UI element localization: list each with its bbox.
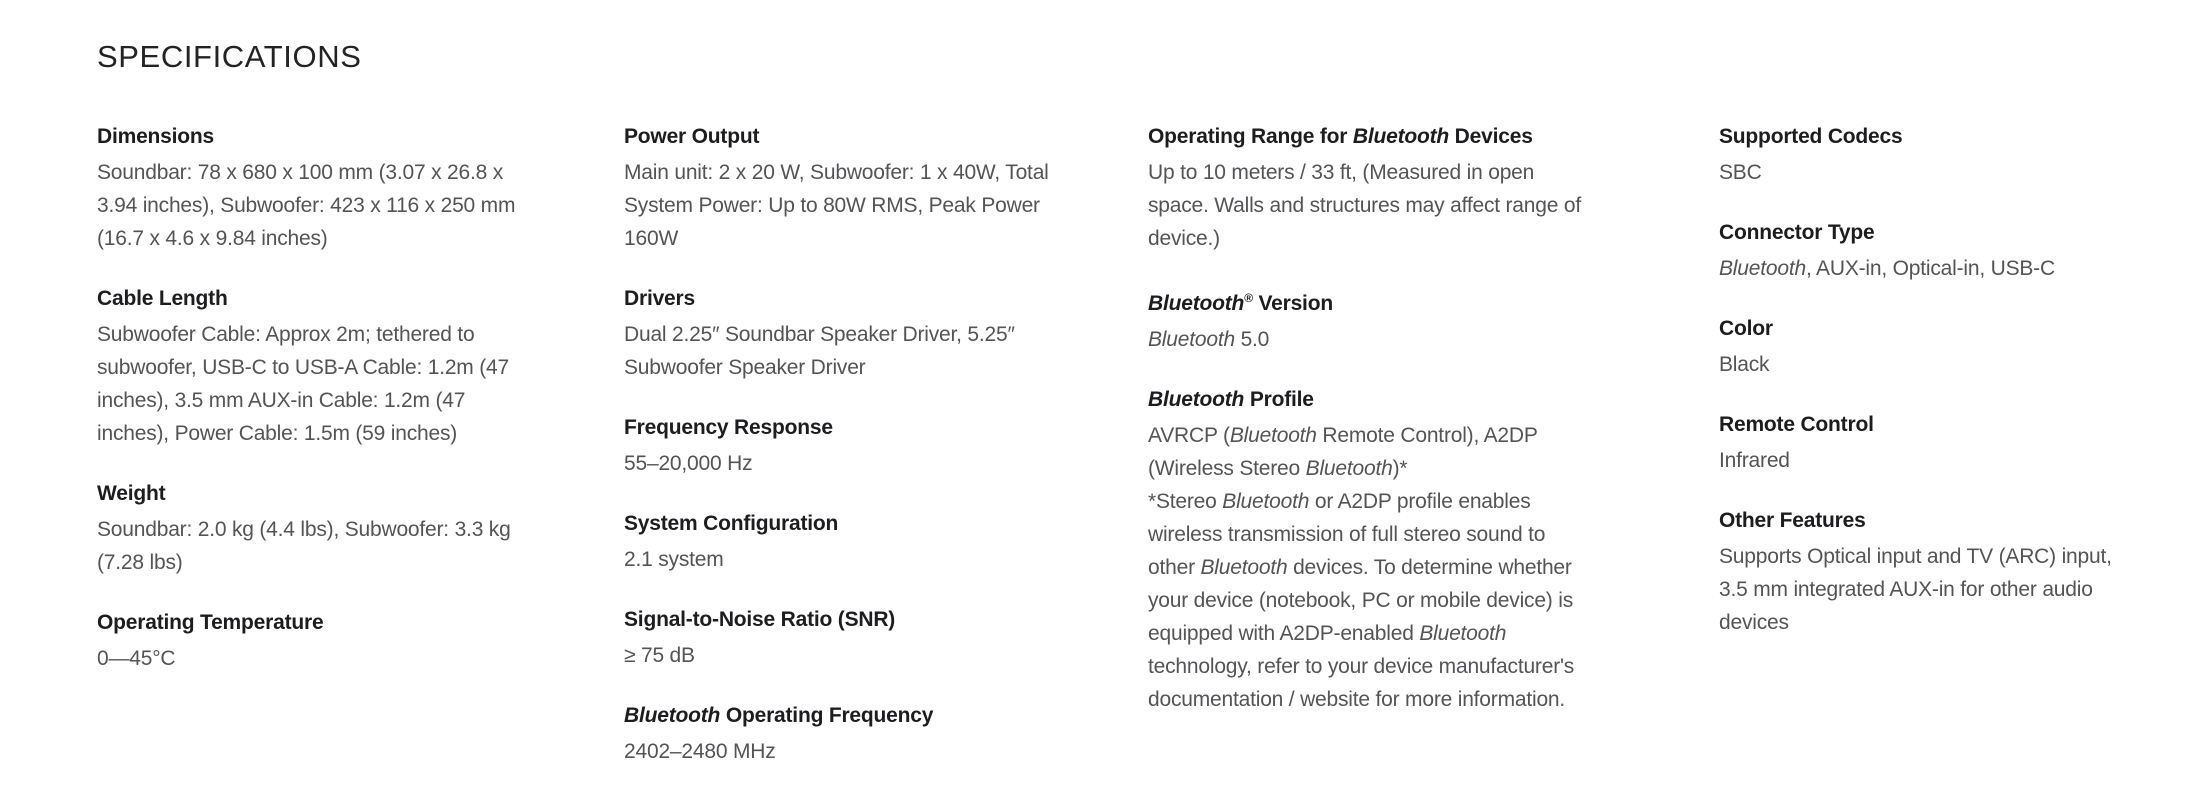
text-segment: Profile: [1244, 388, 1314, 412]
spec-heading: [624, 603, 1062, 636]
spec-section: [624, 507, 1062, 576]
text-segment: , AUX-in, Optical-in, USB-C: [1805, 257, 2055, 281]
text-segment: Supported Codecs: [1719, 125, 1903, 149]
page-title: SPECIFICATIONS: [97, 39, 362, 74]
spec-value: [624, 156, 1062, 255]
text-segment: Infrared: [1719, 449, 1790, 473]
spec-heading: [97, 477, 521, 510]
text-segment: Supports Optical input and TV (ARC) input, 3.5 mm integrated AUX-in for other audio devices: [1719, 545, 2112, 635]
spec-section: [97, 282, 521, 450]
spec-value: [624, 639, 1062, 672]
spec-heading: [624, 282, 1062, 315]
text-segment: devices. To determine whether your device (notebook, PC or mobile device) is equipped with A2DP-enabled: [1148, 556, 1574, 646]
spec-heading: [624, 411, 1062, 444]
spec-section: [624, 411, 1062, 480]
text-segment: ≥ 75 dB: [624, 644, 695, 668]
text-segment: Operating Temperature: [97, 611, 324, 635]
spec-columns: [97, 120, 2200, 795]
spec-section: [1719, 312, 2129, 381]
spec-value: [97, 642, 521, 675]
text-segment: Signal-to-Noise Ratio (SNR): [624, 608, 896, 632]
text-segment: Operating Frequency: [720, 704, 934, 728]
text-segment: Bluetooth: [1148, 328, 1235, 352]
spec-column-2: [624, 120, 1148, 795]
text-segment: )*: [1392, 457, 1408, 481]
spec-heading: [1148, 120, 1586, 153]
spec-heading: [97, 606, 521, 639]
spec-heading: [624, 507, 1062, 540]
spec-heading: [1719, 120, 2129, 153]
text-segment: ®: [1244, 291, 1253, 306]
spec-value: [624, 543, 1062, 576]
text-segment: AVRCP (: [1148, 424, 1230, 448]
spec-heading: [97, 282, 521, 315]
spec-value: [624, 735, 1062, 768]
text-segment: Devices: [1449, 125, 1533, 149]
spec-column-1: [97, 120, 624, 702]
text-segment: Bluetooth: [1222, 490, 1310, 514]
text-segment: *Stereo: [1148, 490, 1223, 514]
spec-section: [1719, 216, 2129, 285]
spec-value: [624, 318, 1062, 384]
text-segment: Subwoofer Cable: Approx 2m; tethered to subwoofer, USB-C to USB-A Cable: 1.2m (47 inches), 3.5 mm AUX-in Cable: 1.2m (47 inches), Power Cable: 1.5m (59 inches): [97, 323, 509, 446]
spec-value: [1148, 323, 1586, 356]
text-segment: technology, refer to your device manufacturer's documentation / website for more information.: [1148, 655, 1575, 712]
text-segment: Bluetooth: [1305, 457, 1393, 481]
spec-value: [1719, 444, 2129, 477]
text-segment: Up to 10 meters / 33 ft, (Measured in open space. Walls and structures may affect range of device.): [1148, 161, 1581, 251]
text-segment: Bluetooth: [1200, 556, 1288, 580]
text-segment: Power Output: [624, 125, 760, 149]
text-segment: System Configuration: [624, 512, 839, 536]
spec-value: [97, 513, 521, 579]
text-segment: or A2DP profile enables wireless transmission of full stereo sound to other: [1148, 490, 1546, 580]
text-segment: 0—45°C: [97, 647, 176, 671]
text-segment: Version: [1252, 292, 1333, 316]
text-segment: Dual 2.25″ Soundbar Speaker Driver, 5.25″ Subwoofer Speaker Driver: [624, 323, 1015, 380]
text-segment: Soundbar: 78 x 680 x 100 mm (3.07 x 26.8 x 3.94 inches), Subwoofer: 423 x 116 x 250 mm (16.7 x 4.6 x 9.84 inches): [97, 161, 516, 251]
text-segment: Soundbar: 2.0 kg (4.4 lbs), Subwoofer: 3.3 kg (7.28 lbs): [97, 518, 511, 575]
spec-heading: [1719, 408, 2129, 441]
text-segment: 5.0: [1234, 328, 1270, 352]
text-segment: Bluetooth: [1419, 622, 1507, 646]
spec-section: [624, 699, 1062, 768]
spec-column-3: [1148, 120, 1719, 743]
spec-heading: [97, 120, 521, 153]
text-segment: SBC: [1719, 161, 1762, 185]
text-segment: Bluetooth: [1229, 424, 1317, 448]
spec-value: [97, 156, 521, 255]
text-segment: Bluetooth: [1719, 257, 1806, 281]
spec-heading: [1148, 282, 1586, 320]
text-segment: Bluetooth: [624, 704, 721, 728]
spec-value: [1719, 252, 2129, 285]
text-segment: Bluetooth: [1148, 388, 1245, 412]
text-segment: Dimensions: [97, 125, 215, 149]
text-segment: 2402–2480 MHz: [624, 740, 776, 764]
spec-section: [1148, 120, 1586, 255]
text-segment: Color: [1719, 317, 1773, 341]
text-segment: 55–20,000 Hz: [624, 452, 753, 476]
text-segment: Cable Length: [97, 287, 228, 311]
spec-section: [97, 120, 521, 255]
text-segment: Other Features: [1719, 509, 1866, 533]
spec-value: [624, 447, 1062, 480]
spec-section: [1148, 282, 1586, 356]
spec-section: [624, 282, 1062, 384]
spec-section: [1719, 408, 2129, 477]
spec-section: [1719, 120, 2129, 189]
text-segment: Frequency Response: [624, 416, 833, 440]
text-segment: Drivers: [624, 287, 695, 311]
text-segment: Bluetooth: [1352, 125, 1450, 149]
spec-section: [624, 120, 1062, 255]
text-segment: Main unit: 2 x 20 W, Subwoofer: 1 x 40W, Total System Power: Up to 80W RMS, Peak Power 160W: [624, 161, 1049, 251]
spec-value: [1148, 156, 1586, 255]
spec-column-4: [1719, 120, 2159, 666]
text-segment: 2.1 system: [624, 548, 724, 572]
text-segment: Bluetooth: [1148, 292, 1245, 316]
spec-heading: [1719, 312, 2129, 345]
spec-section: [624, 603, 1062, 672]
text-segment: Operating Range for: [1148, 125, 1353, 149]
text-segment: Remote Control: [1719, 413, 1874, 437]
spec-heading: [624, 120, 1062, 153]
text-segment: Remote Control), A2DP (Wireless Stereo: [1148, 424, 1538, 481]
text-segment: Connector Type: [1719, 221, 1875, 245]
spec-section: [1719, 504, 2129, 639]
spec-section: [1148, 383, 1586, 716]
spec-heading: [624, 699, 1062, 732]
spec-value: [97, 318, 521, 450]
spec-heading: [1719, 504, 2129, 537]
spec-value: [1719, 156, 2129, 189]
spec-heading: [1719, 216, 2129, 249]
spec-value: [1719, 348, 2129, 381]
spec-value: [1719, 540, 2129, 639]
spec-section: [97, 477, 521, 579]
spec-heading: [1148, 383, 1586, 416]
text-segment: Weight: [97, 482, 166, 506]
spec-value: [1148, 419, 1586, 716]
text-segment: Black: [1719, 353, 1770, 377]
spec-section: [97, 606, 521, 675]
